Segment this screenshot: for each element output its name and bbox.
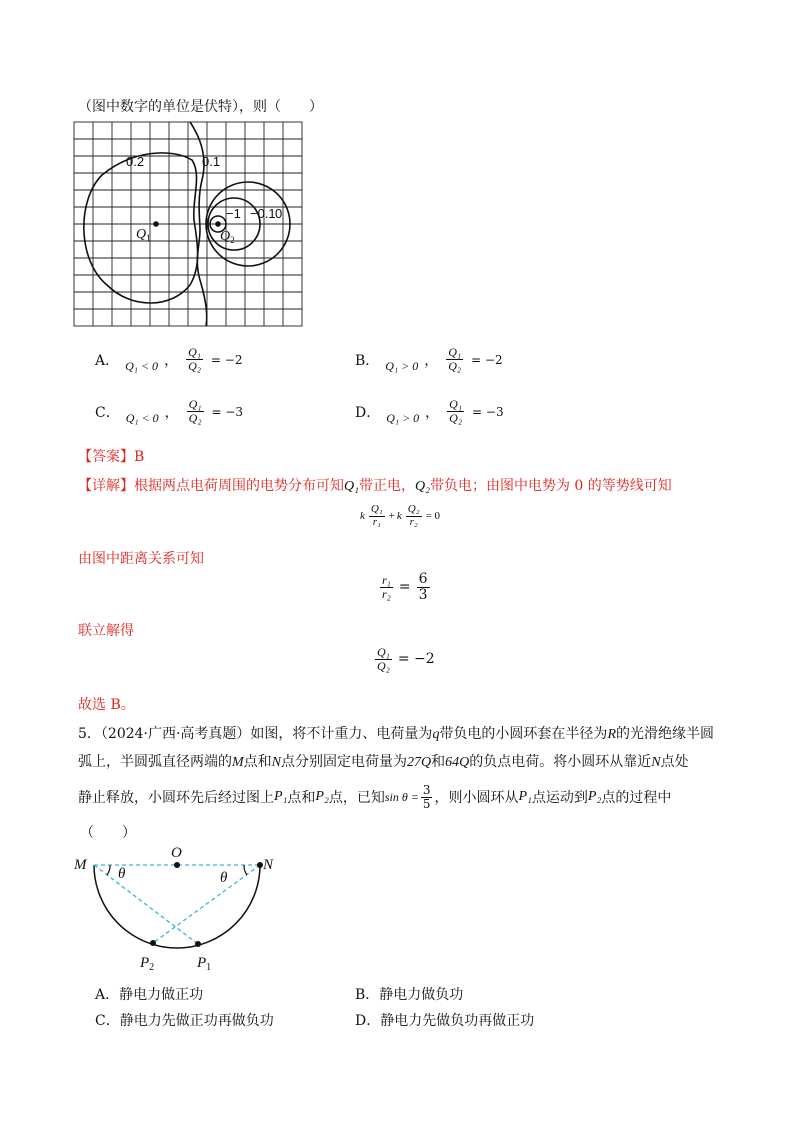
q5-paren: （ ） [80, 825, 136, 841]
label-neg0.1: −0.1 [250, 206, 276, 221]
line-m-p1 [94, 865, 198, 944]
distance-text: 由图中距离关系可知 [78, 551, 204, 567]
q5-line-3: 静止释放，小圆环先后经过图上 P₁ 点和 P₂ 点，已知 sin θ = $\frac{3}{5}$ ，则小圆环从 P₁ 点运动到 P₂ 点的过程中 [78, 783, 672, 811]
angle-arc-n [244, 865, 247, 875]
q5-line-2: 弧上，半圆弧直径两端的M点和N点分别固定电荷量为27Q和64Q的负点电荷。将小圆环从靠近N点处 [78, 754, 689, 770]
conclusion: 故选 B。 [78, 697, 135, 713]
label-theta-m: θ [118, 866, 126, 882]
label-0.1: 0.1 [202, 154, 221, 169]
q5-option-a[interactable]: A．静电力做正功 [95, 987, 204, 1003]
q5-option-d[interactable]: D．静电力先做负功再做正功 [355, 1013, 535, 1029]
equation-1: k $\frac{\text{Q₁}}{\text{r₁}}$ + k $\frac{\text{Q₂}}{\text{r₂}}$ = 0 [360, 503, 441, 528]
q5-option-c[interactable]: C．静电力先做正功再做负功 [95, 1013, 274, 1029]
label-q2: $Q_2$ [220, 229, 235, 245]
label-p1: $P_1$ [197, 955, 212, 973]
equipotential-figure [72, 120, 312, 330]
q4-answer: 【答案】B [78, 449, 145, 465]
q4-option-a[interactable]: A． Q₁ < 0 ， $\frac{\text{Q₁}}{\text{Q₂}}$ = −2 [95, 345, 243, 373]
label-neg1: −1 [226, 206, 241, 221]
label-n: N [263, 857, 274, 873]
q2-point [215, 221, 221, 227]
q4-option-c[interactable]: C． Q₁ < 0 ， $\frac{\text{Q₁}}{\text{Q₂}}$ = −3 [95, 397, 244, 425]
q4-detail: 【详解】根据两点电荷周围的电势分布可知Q₁带正电，Q₂带负电；由图中电势为 0 的等势线可知 [78, 478, 672, 494]
equation-2: $\frac{\text{r₁}}{\text{r₂}}$ = $\frac{6}{3}$ [382, 571, 428, 603]
q1-point [153, 221, 159, 227]
semicircle-figure [70, 842, 290, 982]
label-theta-n: θ [220, 870, 228, 886]
label-0: 0 [275, 206, 283, 221]
line-n-p2 [153, 865, 260, 943]
point-p2 [150, 940, 156, 946]
label-o: O [171, 845, 182, 861]
solve-text: 联立解得 [78, 623, 134, 639]
label-p2: $P_2$ [140, 955, 155, 973]
angle-arc-m [107, 865, 110, 875]
label-0.2: 0.2 [126, 154, 145, 169]
q5-line-1: 5．（2024·广西·高考真题）如图，将不计重力、电荷量为q带负电的小圆环套在半径为R的光滑绝缘半圆 [78, 726, 714, 742]
point-o [174, 862, 180, 868]
equation-3: $\frac{\text{Q₁}}{\text{Q₂}}$ = −2 [377, 645, 435, 673]
q4-option-b[interactable]: B． Q₁ > 0 ， $\frac{\text{Q₁}}{\text{Q₂}}$ = −2 [355, 345, 503, 373]
q4-option-d[interactable]: D． Q₁ > 0 ， $\frac{\text{Q₁}}{\text{Q₂}}$ = −3 [355, 397, 504, 425]
point-p1 [195, 941, 201, 947]
label-q1: $Q_1$ [136, 227, 151, 243]
label-m: M [74, 857, 87, 873]
grid [74, 122, 302, 326]
q4-intro: （图中数字的单位是伏特），则（ ） [78, 99, 323, 115]
q5-option-b[interactable]: B．静电力做负功 [355, 987, 464, 1003]
